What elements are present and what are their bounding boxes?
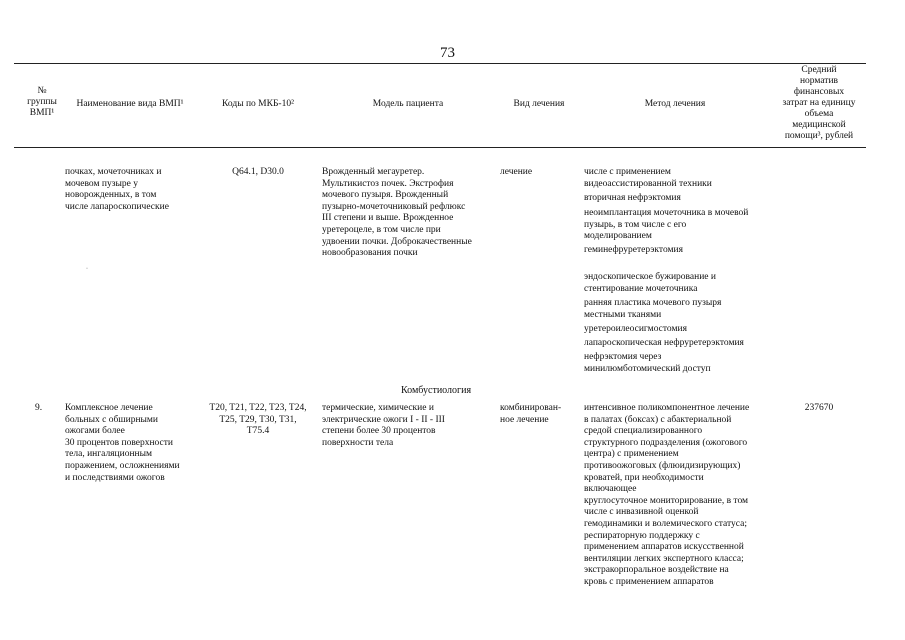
header-model: Модель пациента [372,99,444,109]
prev-row-method-9: нефрэктомия через минилюмботомический доступ [584,352,711,374]
prev-row-method-3: неоимплантация мочеточника в мочевой пузырь, в том числе с его моделированием [584,208,749,242]
header-treatment-type: Вид лечения [513,99,565,109]
prev-row-method-2: вторичная нефрэктомия [584,193,681,203]
header-group-number: № группы ВМП¹ [27,86,57,118]
header-method: Метод лечения [644,99,706,109]
scan-dot: · [86,266,88,272]
prev-row-model: Врожденный мегауретер. Мультикистоз почек. Экстрофия мочевого пузыря. Врожденный пузырно-мочеточниковый рефлюкс III степени и выше. Врожденное уретероцеле, в том числе при удвоении почки. Доброкачественные новообразования почки [322,167,472,259]
row-9-number: 9. [35,403,43,413]
row-9-type-name: Комплексное лечение больных с обширными ожогами более 30 процентов поверхности тела, ингаляционным поражением, осложнениями и последствиями ожогов [65,403,180,483]
prev-row-method-1: числе с применением видеоассистированной техники [584,167,712,189]
section-title: Комбустиология [401,385,472,396]
prev-row-method-4: геминефруретерэктомия [584,245,683,255]
header-codes: Коды по МКБ-10² [222,99,294,109]
row-9-cost: 237670 [804,403,834,413]
prev-row-type-name: почках, мочеточниках и мочевом пузыре у новорожденных, в том числе лапароскопические [65,167,169,212]
row-9-model: термические, химические и электрические ожоги I - II - III степени более 30 процентов поверхности тела [322,403,445,448]
row-9-codes: T20, T21, T22, T23, T24, T25, T29, T30, T31, T75.4 [209,403,307,437]
header-cost: Средний норматив финансовых затрат на единицу объема медицинской помощи³, рублей [782,65,856,141]
prev-row-method-6: ранняя пластика мочевого пузыря местными тканями [584,298,722,320]
prev-row-treatment-type: лечение [500,167,533,177]
row-9-treatment-type: комбинирован- ное лечение [500,403,562,425]
header-type-name: Наименование вида ВМП¹ [76,99,184,109]
prev-row-codes: Q64.1, D30.0 [232,167,284,177]
prev-row-method-8: лапароскопическая нефруретерэктомия [584,338,744,348]
row-9-method: интенсивное поликомпонентное лечение в палатах (боксах) с абактериальной средой специализированного структурного подразделения (ожогового центра) с применением противоожоговых (флюидизирующих) кроватей, при необходимости включающее круглосуточное мониторирование, в том числе с инвазивной оценкой гемодинамики и волемического статуса; респираторную поддержку с применением аппаратов искусственной вентиляции легких экспертного класса; экстракорпоральное воздействие на кровь с применением аппаратов [584,403,750,587]
page-number: 73 [440,45,455,61]
prev-row-method-7: уретероилеосигмостомия [584,324,687,334]
header-top-rule [14,63,866,64]
prev-row-method-5: эндоскопическое бужирование и стентирование мочеточника [584,272,716,294]
header-bottom-rule [14,147,866,148]
